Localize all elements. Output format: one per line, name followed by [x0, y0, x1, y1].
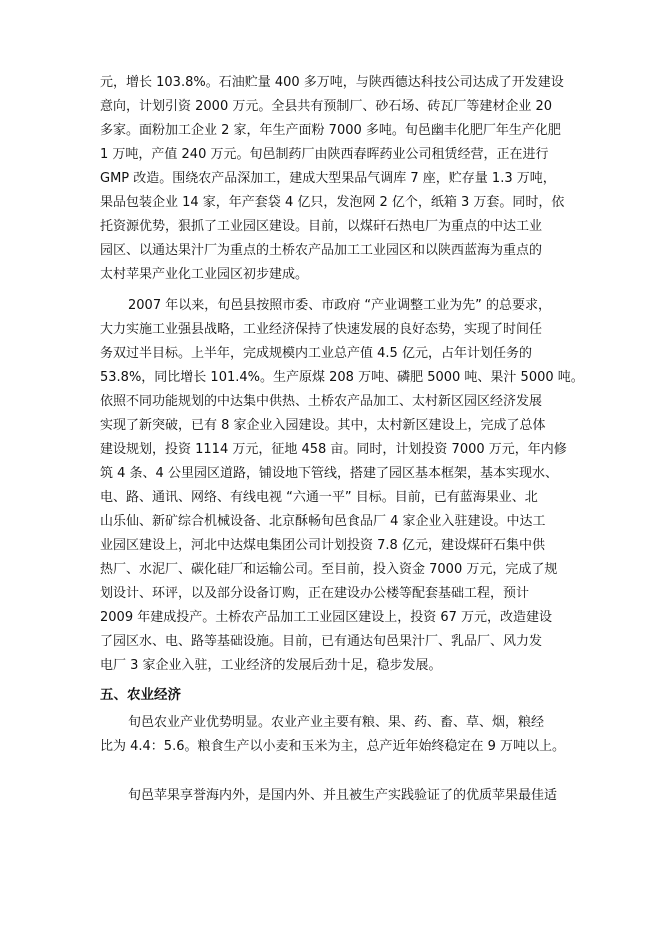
paragraph-line: 电、路、通讯、网络、有线电视 “六通一平” 目标。目前，已有蓝海果业、北 [100, 490, 538, 505]
paragraph-line: 划设计、环评，以及部分设备订购，正在建设办公楼等配套基础工程，预计 [100, 586, 530, 601]
paragraph-line: 实现了新突破，已有 8 家企业入园建设。其中，太村新区建设上，完成了总体 [100, 418, 546, 433]
paragraph-line: 大力实施工业强县战略，工业经济保持了快速发展的良好态势，实现了时间任 [100, 322, 543, 337]
paragraph-line: 务双过半目标。上半年，完成规模内工业总产值 4.5 亿元，占年计划任务的 [100, 346, 532, 361]
paragraph-line: 果品包装企业 14 家，年产套袋 4 亿只，发泡网 2 亿个，纸箱 3 万套。同时，依 [100, 195, 565, 210]
paragraph-line: 旬邑农业产业优势明显。农业产业主要有粮、果、药、畜、草、烟，粮经 [128, 715, 545, 730]
paragraph-line: 热厂、水泥厂、碳化硅厂和运输公司。至目前，投入资金 7000 万元，完成了规 [100, 562, 558, 577]
paragraph-line: 2009 年建成投产。土桥农产品加工工业园区建设上，投资 67 万元，改造建设 [100, 610, 553, 625]
section-heading: 五、农业经济 [100, 687, 181, 703]
paragraph-line: 53.8%，同比增长 101.4%。生产原煤 208 万吨、磷肥 5000 吨、果汁 5000 吨。 [100, 370, 584, 385]
paragraph-line: 元，增长 103.8%。石油贮量 400 多万吨，与陕西德达科技公司达成了开发建设 [100, 75, 564, 90]
paragraph-line: 筑 4 条、4 公里园区道路，铺设地下管线，搭建了园区基本框架，基本实现水、 [100, 466, 558, 481]
paragraph-line: 比为 4.4：5.6。粮食生产以小麦和玉米为主，总产近年始终稳定在 9 万吨以上。 [100, 739, 566, 754]
paragraph-line: 依照不同功能规划的中达集中供热、土桥农产品加工、太村新区园区经济发展 [100, 394, 543, 409]
paragraph-line: 多家。面粉加工企业 2 家，年生产面粉 7000 多吨。旬邑幽丰化肥厂年生产化肥 [100, 123, 561, 138]
paragraph-line: 意向，计划引资 2000 万元。全县共有预制厂、砂石场、砖瓦厂等建材企业 20 [100, 99, 553, 114]
paragraph-line: 1 万吨，产值 240 万元。旬邑制药厂由陕西春晖药业公司租赁经营，正在进行 [100, 147, 549, 162]
paragraph-line: 建设规划，投资 1114 万元，征地 458 亩。同时，计划投资 7000 万元，年内修 [100, 442, 567, 457]
paragraph-line: 托资源优势，狠抓了工业园区建设。目前，以煤矸石热电厂为重点的中达工业 [100, 219, 543, 234]
paragraph-line: 太村苹果产业化工业园区初步建成。 [100, 267, 309, 282]
paragraph-line: GMP 改造。围绕农产品深加工，建成大型果品气调库 7 座，贮存量 1.3 万吨， [100, 171, 556, 186]
paragraph-line: 园区、以通达果汁厂为重点的土桥农产品加工工业园区和以陕西蓝海为重点的 [100, 243, 543, 258]
paragraph-line: 山乐仙、新矿综合机械设备、北京酥畅旬邑食品厂 4 家企业入驻建设。中达工 [100, 514, 546, 529]
paragraph-line: 业园区建设上，河北中达煤电集团公司计划投资 7.8 亿元，建设煤矸石集中供 [100, 538, 545, 553]
paragraph-line: 2007 年以来，旬邑县按照市委、市政府 “产业调整工业为先” 的总要求， [128, 298, 551, 313]
paragraph-line: 电厂 3 家企业入驻，工业经济的发展后劲十足，稳步发展。 [100, 658, 442, 673]
paragraph-line: 旬邑苹果享誉海内外，是国内外、并且被生产实践验证了的优质苹果最佳适 [128, 788, 558, 803]
paragraph-line: 了园区水、电、路等基础设施。目前，已有通达旬邑果汁厂、乳品厂、风力发 [100, 634, 543, 649]
